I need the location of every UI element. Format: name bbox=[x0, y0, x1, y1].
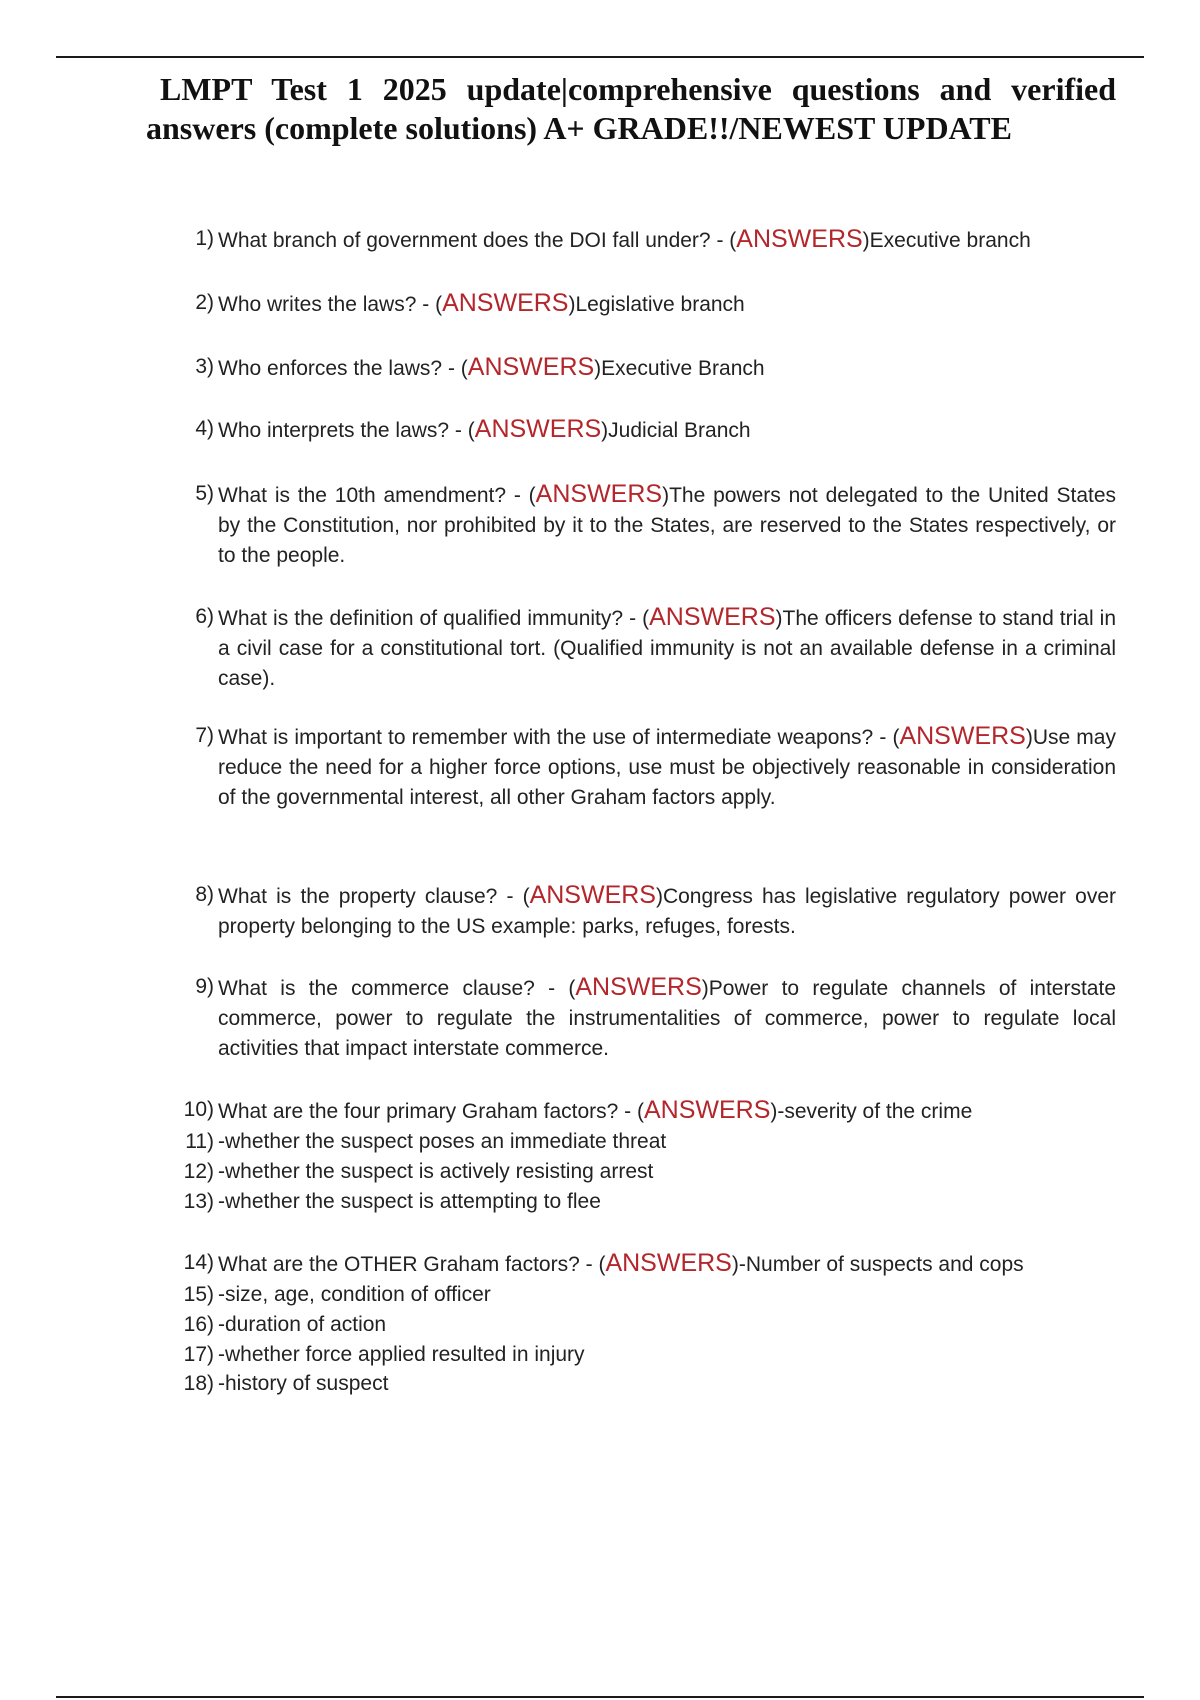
title-line-1: LMPT Test 1 2025 update|comprehensive questions and verified bbox=[160, 71, 1116, 107]
item-number: 12) bbox=[183, 1160, 214, 1183]
item-number: 15) bbox=[183, 1283, 214, 1306]
item-text: -whether the suspect is attempting to flee bbox=[218, 1190, 601, 1213]
qa-item-13 bbox=[183, 1187, 1116, 1217]
qa-item-18 bbox=[183, 1369, 1116, 1399]
item-text: -whether the suspect poses an immediate threat bbox=[218, 1130, 667, 1153]
item-number: 18) bbox=[183, 1372, 214, 1395]
item-number: 1) bbox=[195, 227, 214, 250]
item-number: 17) bbox=[183, 1343, 214, 1366]
item-number: 10) bbox=[183, 1098, 214, 1121]
bottom-rule bbox=[56, 1696, 1144, 1698]
qa-item-1 bbox=[195, 224, 1116, 256]
answer-text: )The powers not delegated to the United States by the Constitution, nor prohibited by it to the States, are reserved to the States respectively, or to the people. bbox=[218, 484, 1117, 567]
qa-item-17 bbox=[183, 1340, 1116, 1370]
question-text: Who interprets the laws? - ( bbox=[218, 419, 475, 442]
qa-item-15 bbox=[183, 1280, 1116, 1310]
answer-text: )Judicial Branch bbox=[601, 419, 751, 442]
item-number: 9) bbox=[195, 975, 214, 998]
answer-label: ANSWERS bbox=[899, 722, 1026, 750]
item-text: -size, age, condition of officer bbox=[218, 1283, 491, 1306]
answer-text: )Executive Branch bbox=[594, 357, 765, 380]
qa-item-9 bbox=[195, 972, 1117, 1064]
answer-text: )Executive branch bbox=[862, 229, 1031, 252]
top-rule bbox=[56, 56, 1144, 58]
qa-item-10 bbox=[183, 1095, 1116, 1127]
qa-item-4 bbox=[195, 414, 1116, 446]
item-number: 14) bbox=[183, 1251, 214, 1274]
item-text: -history of suspect bbox=[218, 1372, 389, 1395]
item-number: 16) bbox=[183, 1313, 214, 1336]
answer-label: ANSWERS bbox=[643, 1096, 771, 1124]
answer-label: ANSWERS bbox=[535, 480, 663, 508]
question-text: What are the OTHER Graham factors? - ( bbox=[218, 1253, 606, 1276]
answer-label: ANSWERS bbox=[474, 415, 602, 443]
question-text: What is the property clause? - ( bbox=[218, 885, 530, 908]
question-text: What is the commerce clause? - ( bbox=[218, 977, 576, 1000]
qa-item-16 bbox=[183, 1310, 1116, 1340]
question-text: What is the definition of qualified immunity? - ( bbox=[218, 607, 650, 630]
answer-text: )Congress has legislative regulatory power over property belonging to the US example: parks, refuges, forests. bbox=[218, 885, 1116, 938]
answer-label: ANSWERS bbox=[575, 973, 702, 1001]
qa-item-5 bbox=[195, 479, 1117, 571]
item-number: 11) bbox=[185, 1130, 214, 1153]
answer-label: ANSWERS bbox=[649, 603, 776, 631]
qa-item-14 bbox=[183, 1248, 1116, 1280]
item-text: -whether force applied resulted in injury bbox=[218, 1343, 585, 1366]
answer-text: )Power to regulate channels of interstate commerce, power to regulate the instrumentalities of commerce, power to regulate local activities that impact interstate commerce. bbox=[218, 977, 1117, 1060]
answer-text: )Legislative branch bbox=[568, 293, 745, 316]
item-number: 3) bbox=[195, 355, 214, 378]
answer-text: )The officers defense to stand trial in a civil case for a constitutional tort. (Qualified immunity is not an available defense in a criminal case). bbox=[218, 607, 1116, 690]
question-text: What is important to remember with the use of intermediate weapons? - ( bbox=[218, 726, 900, 749]
qa-item-11 bbox=[185, 1127, 1116, 1157]
item-number: 2) bbox=[195, 291, 214, 314]
question-text: What branch of government does the DOI fall under? - ( bbox=[218, 229, 737, 252]
item-number: 5) bbox=[195, 482, 214, 505]
item-number: 8) bbox=[195, 883, 214, 906]
question-text: What is the 10th amendment? - ( bbox=[218, 484, 536, 507]
item-number: 7) bbox=[195, 724, 214, 747]
item-text: -whether the suspect is actively resisting arrest bbox=[218, 1160, 654, 1183]
qa-item-8 bbox=[195, 880, 1116, 942]
question-text: What are the four primary Graham factors? - ( bbox=[218, 1100, 644, 1123]
item-number: 4) bbox=[195, 417, 214, 440]
answer-text: )-severity of the crime bbox=[770, 1100, 973, 1123]
title-line-2: answers (complete solutions) A+ GRADE!!/NEWEST UPDATE bbox=[146, 110, 1012, 146]
qa-item-3 bbox=[195, 352, 1116, 384]
qa-item-12 bbox=[183, 1157, 1116, 1187]
answer-label: ANSWERS bbox=[467, 353, 595, 381]
answer-text: )-Number of suspects and cops bbox=[731, 1253, 1024, 1276]
answer-label: ANSWERS bbox=[736, 225, 863, 253]
answer-label: ANSWERS bbox=[442, 289, 569, 317]
question-text: Who enforces the laws? - ( bbox=[218, 357, 468, 380]
answer-text: )Use may reduce the need for a higher force options, use must be objectively reasonable in consideration of the governmental interest, all other Graham factors apply. bbox=[218, 726, 1116, 809]
document-title bbox=[146, 70, 1116, 148]
item-number: 13) bbox=[183, 1190, 214, 1213]
qa-item-2 bbox=[195, 288, 1116, 320]
qa-item-6 bbox=[195, 602, 1116, 694]
question-text: Who writes the laws? - ( bbox=[218, 293, 443, 316]
item-number: 6) bbox=[195, 605, 214, 628]
qa-item-7 bbox=[195, 721, 1116, 813]
answer-label: ANSWERS bbox=[605, 1249, 732, 1277]
answer-label: ANSWERS bbox=[529, 881, 656, 909]
item-text: -duration of action bbox=[218, 1313, 387, 1336]
